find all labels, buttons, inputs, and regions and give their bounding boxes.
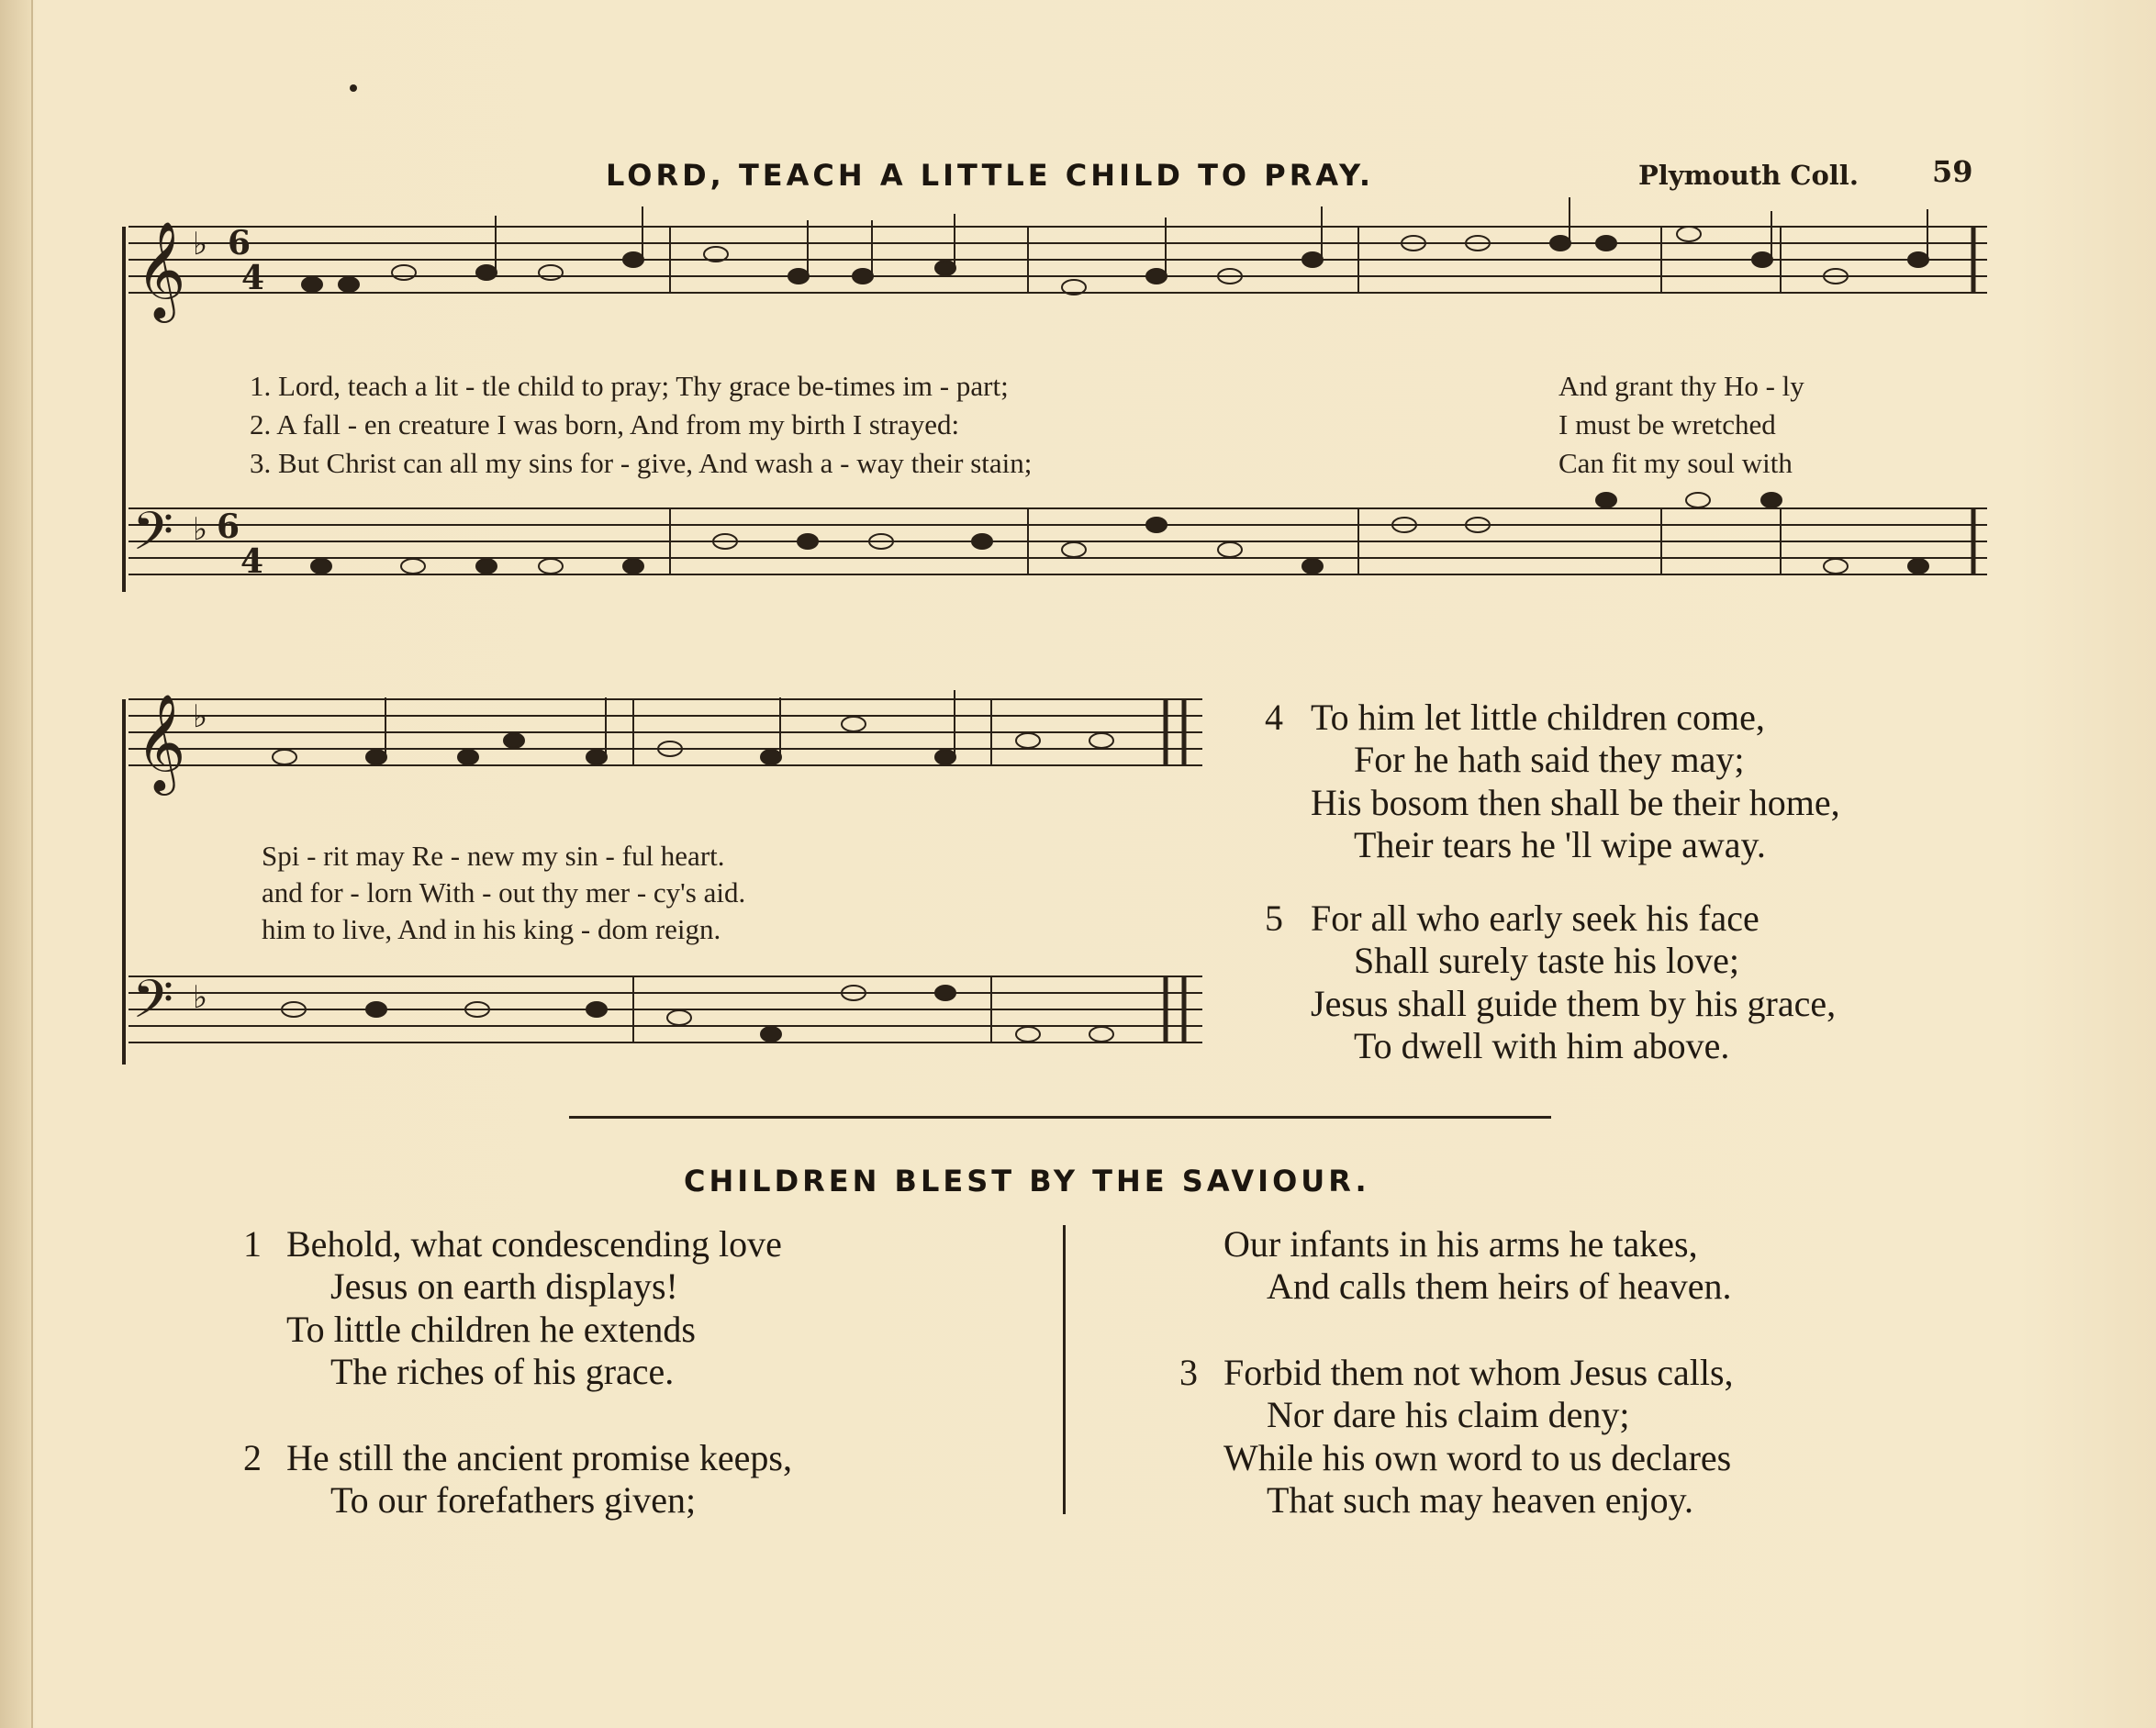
hymn2-stanza2-line: Our infants in his arms he takes, [1223, 1223, 1698, 1265]
page-number: 59 [1932, 154, 1973, 189]
hymn1-source: Plymouth Coll. [1638, 160, 1859, 191]
hymn2-stanza2-line: He still the ancient promise keeps, [286, 1437, 792, 1478]
lyric-line-3b: Can fit my soul with [1558, 447, 1793, 479]
hymn2-stanza3-line: That such may heaven enjoy. [1267, 1479, 1694, 1521]
stanza4-line: Their tears he 'll wipe away. [1354, 824, 1766, 865]
book-spine-edge [0, 0, 33, 1728]
svg-text:4: 4 [241, 259, 265, 297]
bass-staff-system2 [119, 964, 1221, 1065]
svg-text:♭: ♭ [193, 226, 208, 262]
lyric-line-3a: 3. But Christ can all my sins for - give, And wash a - way their stain; [250, 447, 1033, 479]
hymn2-stanza1-line: Behold, what condescending love [286, 1223, 782, 1265]
lyric-line-4: Spi - rit may Re - new my sin - ful heart. [262, 840, 725, 872]
svg-text:𝄢: 𝄢 [132, 500, 174, 575]
treble-staff-system1 [119, 206, 1992, 326]
hymn2-stanza1-line: The riches of his grace. [330, 1351, 675, 1392]
column-divider [1063, 1225, 1066, 1514]
stanza5-line: Shall surely taste his love; [1354, 940, 1739, 981]
stanza5-line: For all who early seek his face [1311, 897, 1759, 939]
lyric-line-2b: I must be wretched [1558, 408, 1776, 440]
hymn2-stanza2-number: 2 [243, 1437, 262, 1478]
lyric-line-1b: And grant thy Ho - ly [1558, 370, 1804, 402]
hymn2-stanza1-line: To little children he extends [286, 1309, 696, 1350]
svg-text:6: 6 [217, 507, 240, 546]
svg-text:𝄞: 𝄞 [136, 693, 186, 791]
treble-staff-system2 [119, 679, 1221, 798]
hymn2-stanza1-line: Jesus on earth displays! [330, 1265, 678, 1307]
section-divider [569, 1116, 1551, 1119]
hymn2-stanza3-number: 3 [1179, 1352, 1198, 1393]
hymn2-stanza3-line: While his own word to us declares [1223, 1437, 1732, 1478]
stanza5-line: To dwell with him above. [1354, 1025, 1730, 1066]
hymn1-title: LORD, TEACH A LITTLE CHILD TO PRAY. [606, 158, 1375, 193]
stanza4-number: 4 [1265, 697, 1283, 738]
stanza5-line: Jesus shall guide them by his grace, [1311, 983, 1837, 1024]
svg-text:𝄞: 𝄞 [136, 220, 186, 318]
lyric-line-6: him to live, And in his king - dom reign. [262, 913, 721, 945]
svg-text:6: 6 [228, 224, 251, 262]
svg-text:♭: ♭ [193, 979, 208, 1016]
svg-text:♭: ♭ [193, 511, 208, 548]
lyric-line-5: and for - lorn With - out thy mer - cy's aid. [262, 876, 746, 909]
svg-text:4: 4 [240, 542, 264, 581]
hymn2-stanza1-number: 1 [243, 1223, 262, 1265]
hymn2-stanza3-line: Nor dare his claim deny; [1267, 1394, 1630, 1435]
print-speck [350, 84, 357, 92]
hymn2-stanza2-line: To our forefathers given; [330, 1479, 697, 1521]
hymn2-title: CHILDREN BLEST BY THE SAVIOUR. [684, 1164, 1370, 1198]
bass-staff-system1 [119, 496, 1992, 596]
stanza4-line: To him let little children come, [1311, 697, 1765, 738]
hymn2-stanza3-line: Forbid them not whom Jesus calls, [1223, 1352, 1734, 1393]
stanza4-line: His bosom then shall be their home, [1311, 782, 1840, 823]
stanza4-line: For he hath said they may; [1354, 739, 1745, 780]
lyric-line-2a: 2. A fall - en creature I was born, And from my birth I strayed: [250, 408, 960, 440]
stanza5-number: 5 [1265, 897, 1283, 939]
hymn2-stanza2-line: And calls them heirs of heaven. [1267, 1265, 1732, 1307]
svg-text:𝄢: 𝄢 [132, 968, 174, 1043]
lyric-line-1a: 1. Lord, teach a lit - tle child to pray; Thy grace be-times im - part; [250, 370, 1009, 402]
svg-text:♭: ♭ [193, 698, 208, 735]
